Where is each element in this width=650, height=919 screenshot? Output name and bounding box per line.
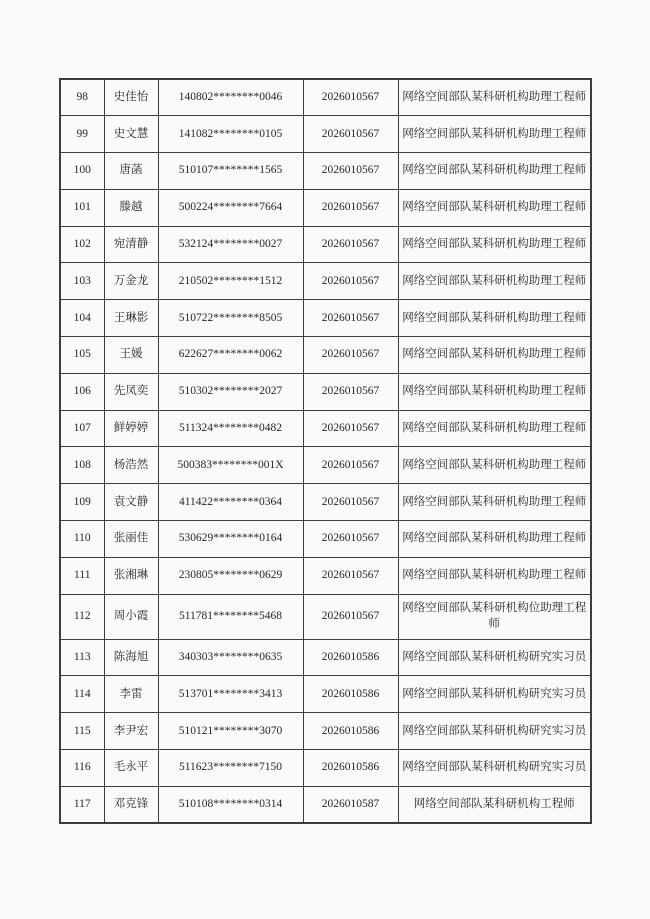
person-name-cell: 袁文静 bbox=[104, 484, 158, 521]
row-index-cell: 105 bbox=[60, 337, 104, 374]
id-number-cell: 510302********2027 bbox=[158, 373, 303, 410]
table-row bbox=[60, 300, 591, 337]
person-name-cell: 邓克锋 bbox=[104, 786, 158, 823]
position-code-cell: 2026010567 bbox=[303, 337, 398, 374]
position-title-cell: 网络空间部队某科研机构助理工程师 bbox=[398, 410, 591, 447]
person-name-cell: 宛清静 bbox=[104, 226, 158, 263]
id-number-cell: 210502********1512 bbox=[158, 263, 303, 300]
person-name-cell: 滕越 bbox=[104, 189, 158, 226]
person-name-cell: 陈海旭 bbox=[104, 639, 158, 676]
table-row bbox=[60, 116, 591, 153]
table-row bbox=[60, 786, 591, 823]
person-name-cell: 李尹宏 bbox=[104, 713, 158, 750]
id-number-cell: 340303********0635 bbox=[158, 639, 303, 676]
row-index-cell: 114 bbox=[60, 676, 104, 713]
id-number-cell: 141082********0105 bbox=[158, 116, 303, 153]
position-code-cell: 2026010586 bbox=[303, 676, 398, 713]
position-title-cell: 网络空间部队某科研机构研究实习员 bbox=[398, 750, 591, 787]
table-row bbox=[60, 189, 591, 226]
table-row bbox=[60, 153, 591, 190]
position-code-cell: 2026010567 bbox=[303, 79, 398, 116]
person-name-cell: 毛永平 bbox=[104, 750, 158, 787]
position-title-cell: 网络空间部队某科研机构助理工程师 bbox=[398, 79, 591, 116]
id-number-cell: 140802********0046 bbox=[158, 79, 303, 116]
person-name-cell: 万金龙 bbox=[104, 263, 158, 300]
id-number-cell: 411422********0364 bbox=[158, 484, 303, 521]
position-title-cell: 网络空间部队某科研机构助理工程师 bbox=[398, 337, 591, 374]
table-row bbox=[60, 594, 591, 639]
position-title-cell: 网络空间部队某科研机构研究实习员 bbox=[398, 676, 591, 713]
position-code-cell: 2026010567 bbox=[303, 300, 398, 337]
row-index-cell: 112 bbox=[60, 594, 104, 639]
table-row bbox=[60, 521, 591, 558]
row-index-cell: 109 bbox=[60, 484, 104, 521]
id-number-cell: 510121********3070 bbox=[158, 713, 303, 750]
id-number-cell: 513701********3413 bbox=[158, 676, 303, 713]
person-name-cell: 史文慧 bbox=[104, 116, 158, 153]
position-code-cell: 2026010567 bbox=[303, 116, 398, 153]
position-code-cell: 2026010587 bbox=[303, 786, 398, 823]
position-code-cell: 2026010567 bbox=[303, 557, 398, 594]
row-index-cell: 104 bbox=[60, 300, 104, 337]
position-code-cell: 2026010567 bbox=[303, 484, 398, 521]
id-number-cell: 622627********0062 bbox=[158, 337, 303, 374]
position-title-cell: 网络空间部队某科研机构助理工程师 bbox=[398, 189, 591, 226]
person-name-cell: 鲜婷婷 bbox=[104, 410, 158, 447]
id-number-cell: 500383********001X bbox=[158, 447, 303, 484]
position-title-cell: 网络空间部队某科研机构工程师 bbox=[398, 786, 591, 823]
table-row bbox=[60, 373, 591, 410]
position-title-cell: 网络空间部队某科研机构助理工程师 bbox=[398, 300, 591, 337]
id-number-cell: 511324********0482 bbox=[158, 410, 303, 447]
position-code-cell: 2026010586 bbox=[303, 639, 398, 676]
position-code-cell: 2026010567 bbox=[303, 410, 398, 447]
table-row bbox=[60, 713, 591, 750]
position-code-cell: 2026010567 bbox=[303, 594, 398, 639]
row-index-cell: 115 bbox=[60, 713, 104, 750]
person-name-cell: 张丽佳 bbox=[104, 521, 158, 558]
row-index-cell: 99 bbox=[60, 116, 104, 153]
position-title-cell: 网络空间部队某科研机构助理工程师 bbox=[398, 373, 591, 410]
position-code-cell: 2026010567 bbox=[303, 153, 398, 190]
id-number-cell: 530629********0164 bbox=[158, 521, 303, 558]
row-index-cell: 116 bbox=[60, 750, 104, 787]
row-index-cell: 106 bbox=[60, 373, 104, 410]
position-code-cell: 2026010567 bbox=[303, 226, 398, 263]
table-row bbox=[60, 226, 591, 263]
id-number-cell: 510722********8505 bbox=[158, 300, 303, 337]
person-name-cell: 史佳怡 bbox=[104, 79, 158, 116]
position-title-cell: 网络空间部队某科研机构助理工程师 bbox=[398, 557, 591, 594]
person-name-cell: 唐菡 bbox=[104, 153, 158, 190]
table-row bbox=[60, 263, 591, 300]
position-title-cell: 网络空间部队某科研机构助理工程师 bbox=[398, 153, 591, 190]
position-title-cell: 网络空间部队某科研机构研究实习员 bbox=[398, 639, 591, 676]
table-row bbox=[60, 639, 591, 676]
row-index-cell: 98 bbox=[60, 79, 104, 116]
position-code-cell: 2026010567 bbox=[303, 521, 398, 558]
position-title-cell: 网络空间部队某科研机构助理工程师 bbox=[398, 263, 591, 300]
table-row bbox=[60, 447, 591, 484]
id-number-cell: 230805********0629 bbox=[158, 557, 303, 594]
roster-table bbox=[59, 78, 592, 824]
row-index-cell: 100 bbox=[60, 153, 104, 190]
row-index-cell: 102 bbox=[60, 226, 104, 263]
table-row bbox=[60, 410, 591, 447]
position-code-cell: 2026010567 bbox=[303, 447, 398, 484]
row-index-cell: 101 bbox=[60, 189, 104, 226]
id-number-cell: 510108********0314 bbox=[158, 786, 303, 823]
position-title-cell: 网络空间部队某科研机构助理工程师 bbox=[398, 116, 591, 153]
row-index-cell: 117 bbox=[60, 786, 104, 823]
row-index-cell: 107 bbox=[60, 410, 104, 447]
position-code-cell: 2026010567 bbox=[303, 263, 398, 300]
person-name-cell: 王琳影 bbox=[104, 300, 158, 337]
id-number-cell: 511781********5468 bbox=[158, 594, 303, 639]
person-name-cell: 先凤奕 bbox=[104, 373, 158, 410]
id-number-cell: 511623********7150 bbox=[158, 750, 303, 787]
table-row bbox=[60, 337, 591, 374]
position-title-cell: 网络空间部队某科研机构助理工程师 bbox=[398, 484, 591, 521]
table-row bbox=[60, 750, 591, 787]
position-title-cell: 网络空间部队某科研机构助理工程师 bbox=[398, 521, 591, 558]
position-code-cell: 2026010586 bbox=[303, 750, 398, 787]
position-title-cell: 网络空间部队某科研机构位助理工程师 bbox=[398, 594, 591, 639]
position-title-cell: 网络空间部队某科研机构研究实习员 bbox=[398, 713, 591, 750]
position-code-cell: 2026010567 bbox=[303, 189, 398, 226]
id-number-cell: 532124********0027 bbox=[158, 226, 303, 263]
table-row bbox=[60, 79, 591, 116]
person-name-cell: 张湘琳 bbox=[104, 557, 158, 594]
table-row bbox=[60, 557, 591, 594]
id-number-cell: 510107********1565 bbox=[158, 153, 303, 190]
person-name-cell: 王媛 bbox=[104, 337, 158, 374]
row-index-cell: 111 bbox=[60, 557, 104, 594]
person-name-cell: 杨浩然 bbox=[104, 447, 158, 484]
id-number-cell: 500224********7664 bbox=[158, 189, 303, 226]
position-title-cell: 网络空间部队某科研机构助理工程师 bbox=[398, 226, 591, 263]
row-index-cell: 103 bbox=[60, 263, 104, 300]
table-row bbox=[60, 484, 591, 521]
position-code-cell: 2026010567 bbox=[303, 373, 398, 410]
roster-table-body bbox=[60, 79, 591, 823]
position-title-cell: 网络空间部队某科研机构助理工程师 bbox=[398, 447, 591, 484]
table-row bbox=[60, 676, 591, 713]
row-index-cell: 113 bbox=[60, 639, 104, 676]
row-index-cell: 108 bbox=[60, 447, 104, 484]
row-index-cell: 110 bbox=[60, 521, 104, 558]
person-name-cell: 周小霞 bbox=[104, 594, 158, 639]
position-code-cell: 2026010586 bbox=[303, 713, 398, 750]
person-name-cell: 李雷 bbox=[104, 676, 158, 713]
